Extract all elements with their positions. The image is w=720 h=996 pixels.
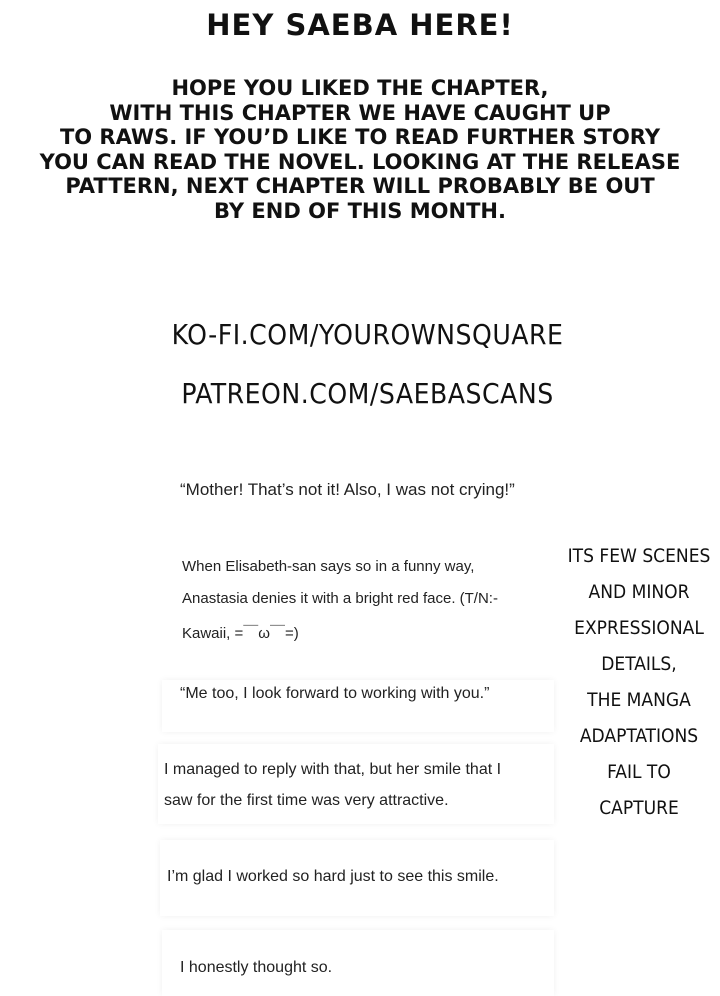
excerpt-paragraph-line: Kawaii, =￣ω￣=)	[182, 625, 299, 642]
side-note-line: AND MINOR	[588, 581, 690, 603]
side-note-line: ITS FEW SCENES	[567, 545, 711, 567]
side-note-line: ADAPTATIONS	[579, 725, 699, 747]
message-line: WITH THIS CHAPTER WE HAVE CAUGHT UP	[109, 100, 611, 125]
excerpt-paragraph: “Me too, I look forward to working with you.”	[180, 685, 490, 702]
excerpt-paragraph: I honestly thought so.	[180, 959, 333, 976]
excerpt-paragraph: “Mother! That’s not it! Also, I was not crying!”	[180, 480, 515, 499]
side-note-line: THE MANGA	[587, 689, 691, 711]
message-line: PATTERN, NEXT CHAPTER WILL PROBABLY BE OUT	[65, 174, 655, 198]
kofi-link[interactable]: KO-FI.COM/YOUROWNSQUARE	[171, 318, 564, 351]
side-note-line: DETAILS,	[601, 653, 677, 675]
message-line: YOU CAN READ THE NOVEL. LOOKING AT THE RELEASE	[39, 149, 681, 174]
excerpt-paragraph-line: I managed to reply with that, but her smile that I	[164, 761, 502, 778]
excerpt-paragraph-line: When Elisabeth-san says so in a funny way,	[182, 558, 475, 575]
side-note-line: EXPRESSIONAL	[574, 617, 704, 639]
excerpt-paragraph: I’m glad I worked so hard just to see this smile.	[167, 868, 499, 885]
side-note-line: CAPTURE	[599, 797, 679, 819]
side-note	[558, 538, 720, 826]
excerpt-block	[158, 744, 554, 824]
excerpt-paragraph-line: saw for the first time was very attractive.	[164, 792, 449, 809]
excerpt-paragraph-line: Anastasia denies it with a bright red face. (T/N:-	[182, 590, 498, 607]
page-title: HEY SAEBA HERE!	[206, 8, 514, 42]
message-line: HOPE YOU LIKED THE CHAPTER,	[171, 76, 549, 100]
message-line: TO RAWS. IF YOU’D LIKE TO READ FURTHER STORY	[59, 125, 661, 149]
patreon-link[interactable]: PATREON.COM/SAEBASCANS	[181, 377, 554, 410]
message-line: BY END OF THIS MONTH.	[214, 198, 506, 223]
side-note-line: FAIL TO	[607, 761, 671, 783]
